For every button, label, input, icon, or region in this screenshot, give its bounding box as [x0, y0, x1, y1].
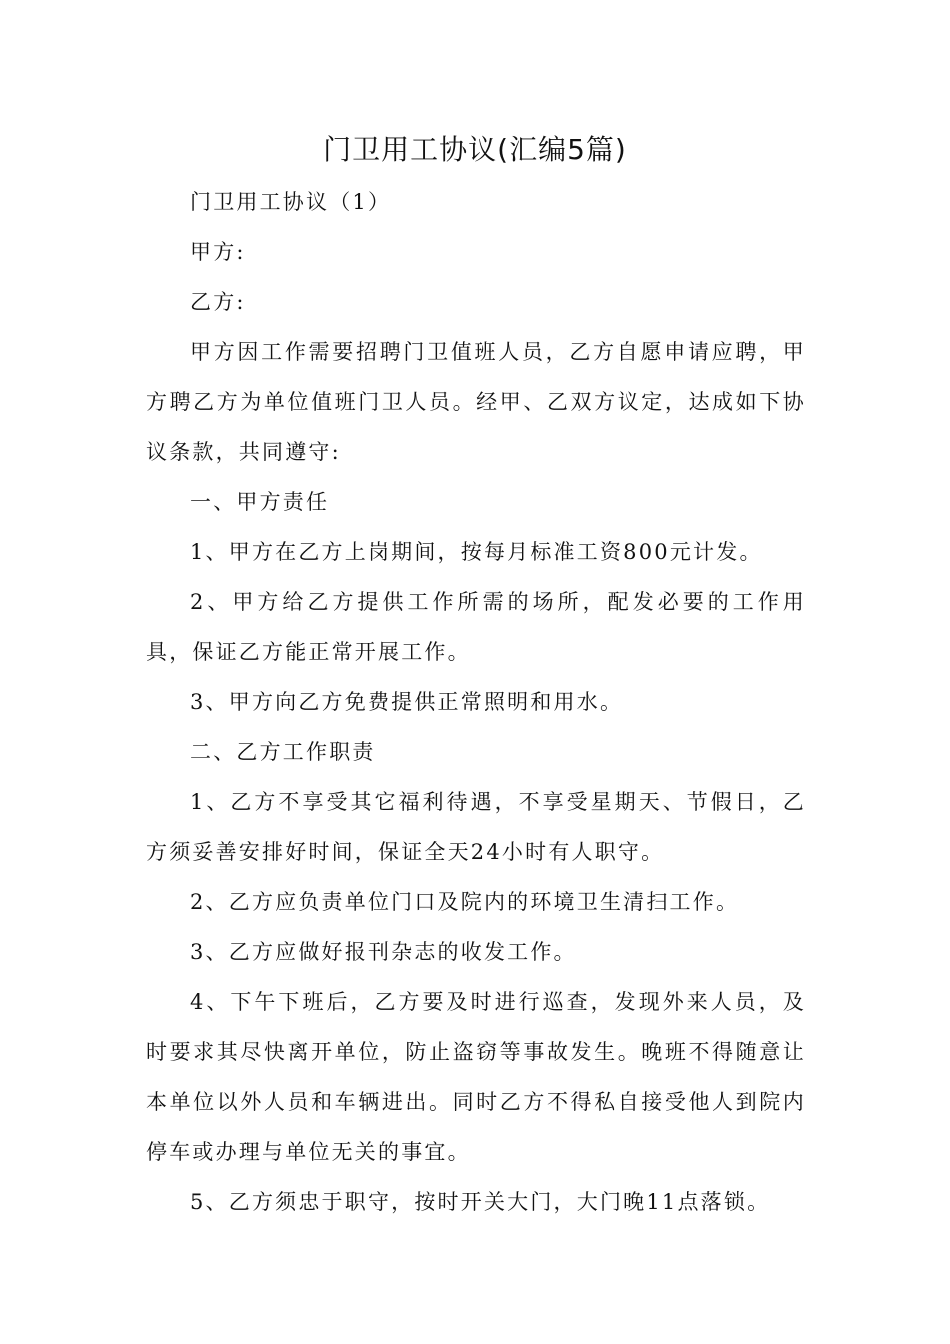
section-heading: 门卫用工协议（1） [190, 190, 392, 214]
clause-item: 3、乙方应做好报刊杂志的收发工作。 [190, 940, 577, 964]
clause-item: 3、甲方向乙方免费提供正常照明和用水。 [190, 690, 624, 714]
document-body [146, 177, 806, 1227]
clause-heading-a: 一、甲方责任 [190, 490, 330, 514]
clause-item: 1、甲方在乙方上岗期间，按每月标准工资800元计发。 [190, 540, 763, 564]
clause-item: 2、乙方应负责单位门口及院内的环境卫生清扫工作。 [190, 890, 740, 914]
intro-paragraph: 甲方因工作需要招聘门卫值班人员，乙方自愿申请应聘，甲方聘乙方为单位值班门卫人员。经甲、乙双方议定，达成如下协议条款，共同遵守: [146, 340, 806, 464]
clause-item: 2、甲方给乙方提供工作所需的场所，配发必要的工作用具，保证乙方能正常开展工作。 [146, 590, 806, 664]
clause-heading-b: 二、乙方工作职责 [190, 740, 376, 764]
clause-item: 4、下午下班后，乙方要及时进行巡查，发现外来人员，及时要求其尽快离开单位，防止盗窃等事故发生。晚班不得随意让本单位以外人员和车辆进出。同时乙方不得私自接受他人到院内停车或办理与单位无关的事宜。 [146, 990, 806, 1164]
party-b-line: 乙方: [190, 290, 246, 314]
party-a-line: 甲方: [190, 240, 246, 264]
clause-item: 5、乙方须忠于职守，按时开关大门，大门晚11点落锁。 [190, 1190, 771, 1214]
clause-item: 1、乙方不享受其它福利待遇，不享受星期天、节假日，乙方须妥善安排好时间，保证全天24小时有人职守。 [146, 790, 806, 864]
document-title: 门卫用工协议(汇编5篇) [323, 133, 627, 166]
